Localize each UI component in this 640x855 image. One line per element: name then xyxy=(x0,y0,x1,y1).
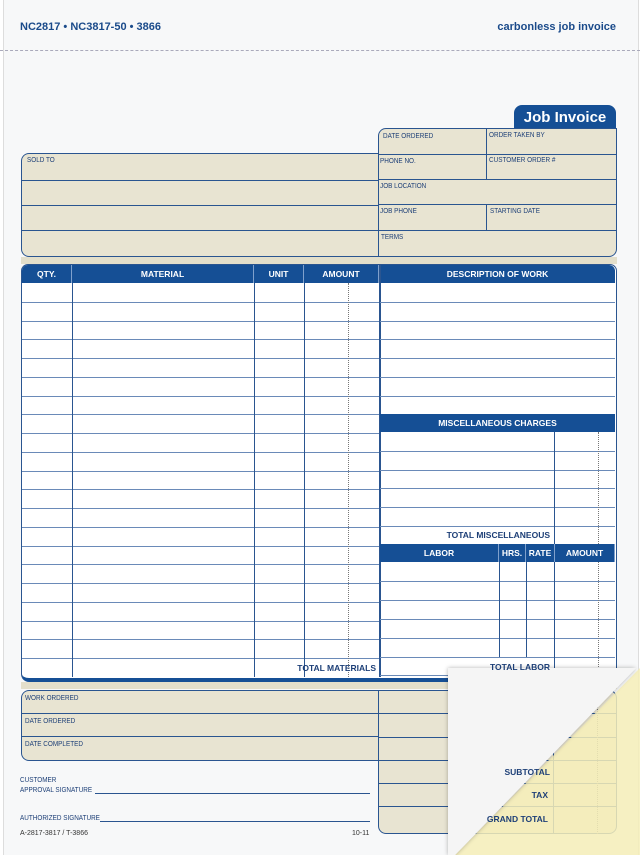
column-line xyxy=(304,283,305,677)
column-header: UNIT xyxy=(254,265,304,283)
materials-header xyxy=(22,265,379,283)
table-row-line xyxy=(22,302,379,303)
description-row-line xyxy=(380,321,615,322)
customer-label: CUSTOMER xyxy=(20,775,57,784)
misc-row-line xyxy=(380,526,615,527)
table-row-line xyxy=(22,358,379,359)
tan-band xyxy=(21,257,617,264)
table-row-line xyxy=(22,546,379,547)
form-code: A-2817-3817 / T-3866 xyxy=(20,830,88,837)
divider xyxy=(486,204,487,230)
main-table xyxy=(21,264,617,682)
misc-header: MISCELLANEOUS CHARGES xyxy=(380,414,615,432)
column-header: AMOUNT xyxy=(555,544,615,562)
terms-label: TERMS xyxy=(381,232,404,241)
description-row-line xyxy=(380,358,615,359)
table-row-line xyxy=(22,452,379,453)
starting-date-label: STARTING DATE xyxy=(490,206,540,215)
table-row-line xyxy=(22,602,379,603)
misc-row-line xyxy=(380,507,615,508)
total-materials-label: TOTAL MATERIALS xyxy=(297,663,376,673)
misc-row-line xyxy=(380,451,615,452)
column-header: QTY. xyxy=(22,265,72,283)
table-row-line xyxy=(22,658,379,659)
work-ordered-label: WORK ORDERED xyxy=(25,693,79,702)
divider xyxy=(21,205,379,206)
column-line xyxy=(499,562,500,657)
divider xyxy=(21,713,379,714)
labor-row-line xyxy=(380,600,615,601)
table-row-line xyxy=(22,396,379,397)
table-row-line xyxy=(22,583,379,584)
column-header: AMOUNT xyxy=(304,265,379,283)
divider xyxy=(21,230,379,231)
cents-divider xyxy=(598,432,599,544)
folded-corner xyxy=(440,660,640,855)
table-row-line xyxy=(22,377,379,378)
sold-to-label: SOLD TO xyxy=(27,155,55,164)
labor-row-line xyxy=(380,581,615,582)
authorized-signature-line[interactable] xyxy=(100,821,370,822)
section-divider xyxy=(379,265,381,677)
date-ordered-label: DATE ORDERED xyxy=(383,131,434,140)
table-row-line xyxy=(22,321,379,322)
misc-row-line xyxy=(380,470,615,471)
column-header: MATERIAL xyxy=(72,265,254,283)
table-row-line xyxy=(22,471,379,472)
phone-no-label: PHONE NO. xyxy=(380,156,416,165)
table-row-line xyxy=(22,527,379,528)
labor-header xyxy=(380,544,615,562)
product-name: carbonless job invoice xyxy=(497,21,616,33)
cents-divider xyxy=(348,283,349,677)
divider xyxy=(21,736,379,737)
table-row-line xyxy=(22,339,379,340)
customer-order-label: CUSTOMER ORDER # xyxy=(489,155,556,164)
column-header: LABOR xyxy=(380,544,499,562)
column-header: HRS. xyxy=(499,544,526,562)
table-row-line xyxy=(22,489,379,490)
column-line xyxy=(254,283,255,677)
table-row-line xyxy=(22,639,379,640)
labor-row-line xyxy=(380,638,615,639)
perforation-line xyxy=(0,50,640,51)
order-info-box[interactable] xyxy=(378,128,617,257)
order-taken-by-label: ORDER TAKEN BY xyxy=(489,130,545,139)
column-line xyxy=(72,283,73,677)
table-row-line xyxy=(22,621,379,622)
description-row-line xyxy=(380,302,615,303)
date-code: 10-11 xyxy=(352,830,370,837)
date-ordered-label: DATE ORDERED xyxy=(25,716,76,725)
description-header: DESCRIPTION OF WORK xyxy=(380,265,615,283)
divider xyxy=(378,204,617,205)
form-codes: NC2817 • NC3817-50 • 3866 xyxy=(20,21,162,33)
customer-signature-line[interactable] xyxy=(95,793,370,794)
description-row-line xyxy=(380,396,615,397)
labor-row-line xyxy=(380,657,615,658)
date-completed-label: DATE COMPLETED xyxy=(25,739,83,748)
job-phone-label: JOB PHONE xyxy=(380,206,417,215)
table-row-line xyxy=(22,414,379,415)
column-line xyxy=(526,562,527,657)
description-row-line xyxy=(380,377,615,378)
customer-approval-label: APPROVAL SIGNATURE xyxy=(20,785,93,794)
table-row-line xyxy=(22,508,379,509)
subtotal-label: SUBTOTAL xyxy=(504,767,550,777)
column-line xyxy=(554,432,555,544)
form-title: Job Invoice xyxy=(514,105,616,130)
grand-total-label: GRAND TOTAL xyxy=(486,814,548,824)
tax-label: TAX xyxy=(531,790,548,800)
divider xyxy=(21,180,379,181)
authorized-signature-label: AUTHORIZED SIGNATURE xyxy=(20,813,100,822)
labor-row-line xyxy=(380,619,615,620)
table-row-line xyxy=(22,433,379,434)
job-location-label: JOB LOCATION xyxy=(380,181,427,190)
table-row-line xyxy=(22,564,379,565)
total-labor-label: TOTAL LABOR xyxy=(490,662,550,672)
divider xyxy=(378,179,617,180)
misc-row-line xyxy=(380,488,615,489)
divider xyxy=(378,230,617,231)
total-misc-label: TOTAL MISCELLANEOUS xyxy=(446,530,550,540)
divider xyxy=(486,128,487,179)
column-header: RATE xyxy=(526,544,555,562)
description-row-line xyxy=(380,339,615,340)
